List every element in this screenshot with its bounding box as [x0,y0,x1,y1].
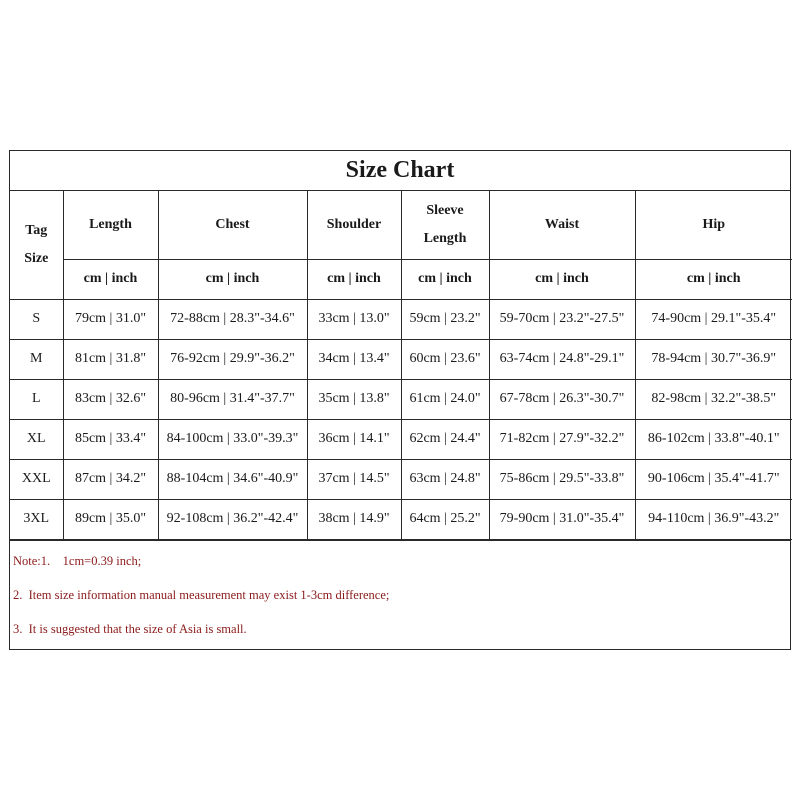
measurement-cell: 83cm | 32.6" [63,379,158,419]
measurement-cell: 94-110cm | 36.9"-43.2" [635,499,792,539]
unit-row [10,259,792,299]
size-cell: M [10,339,63,379]
measurement-cell: 79cm | 31.0" [63,299,158,339]
unit-cell: cm | inch [489,259,635,299]
table-row [10,299,792,339]
header-hip [635,191,792,259]
header-tag-line: Tag [25,222,48,238]
measurement-cell: 89cm | 35.0" [63,499,158,539]
unit-cell: cm | inch [158,259,307,299]
measurement-cell: 88-104cm | 34.6"-40.9" [158,459,307,499]
measurement-cell: 59cm | 23.2" [401,299,489,339]
measurement-cell: 62cm | 24.4" [401,419,489,459]
header-label: Length [89,216,132,232]
note-3: 3. It is suggested that the size of Asia is small. [13,621,247,636]
measurement-cell: 38cm | 14.9" [307,499,401,539]
unit-cell: cm | inch [63,259,158,299]
measurement-cell: 80-96cm | 31.4"-37.7" [158,379,307,419]
header-label: Length [423,230,467,246]
header-size-line: Size [24,250,49,266]
measurement-cell: 36cm | 14.1" [307,419,401,459]
table-row [10,379,792,419]
measurement-cell: 60cm | 23.6" [401,339,489,379]
header-length [63,191,158,259]
header-label: Hip [702,216,726,232]
measurement-cell: 61cm | 24.0" [401,379,489,419]
table-row [10,499,792,539]
header-label: Waist [544,216,580,232]
measurement-cell: 76-92cm | 29.9"-36.2" [158,339,307,379]
measurement-cell: 37cm | 14.5" [307,459,401,499]
size-table [10,191,792,540]
size-cell: 3XL [10,499,63,539]
measurement-cell: 90-106cm | 35.4"-41.7" [635,459,792,499]
measurement-cell: 87cm | 34.2" [63,459,158,499]
chart-title: Size Chart [10,151,790,191]
size-cell: L [10,379,63,419]
header-label: Sleeve [426,202,464,218]
measurement-cell: 84-100cm | 33.0"-39.3" [158,419,307,459]
notes-section [10,540,790,658]
header-sleeve-length [401,191,489,259]
header-label: Chest [215,216,250,232]
measurement-cell: 63-74cm | 24.8"-29.1" [489,339,635,379]
note-2: 2. Item size information manual measurement may exist 1-3cm difference; [13,587,390,602]
header-row [10,191,792,259]
header-chest [158,191,307,259]
measurement-cell: 92-108cm | 36.2"-42.4" [158,499,307,539]
header-shoulder [307,191,401,259]
header-label: Shoulder [326,216,382,232]
table-row [10,339,792,379]
measurement-cell: 35cm | 13.8" [307,379,401,419]
size-cell: XL [10,419,63,459]
size-cell: S [10,299,63,339]
size-cell: XXL [10,459,63,499]
measurement-cell: 86-102cm | 33.8"-40.1" [635,419,792,459]
measurement-cell: 71-82cm | 27.9"-32.2" [489,419,635,459]
unit-cell: cm | inch [307,259,401,299]
unit-cell: cm | inch [401,259,489,299]
measurement-cell: 33cm | 13.0" [307,299,401,339]
header-waist [489,191,635,259]
measurement-cell: 75-86cm | 29.5"-33.8" [489,459,635,499]
measurement-cell: 82-98cm | 32.2"-38.5" [635,379,792,419]
note-1: Note:1. 1cm=0.39 inch; [13,553,142,568]
measurement-cell: 34cm | 13.4" [307,339,401,379]
table-row [10,419,792,459]
measurement-cell: 79-90cm | 31.0"-35.4" [489,499,635,539]
header-tag-size [10,191,63,299]
measurement-cell: 81cm | 31.8" [63,339,158,379]
size-chart [9,150,791,650]
measurement-cell: 74-90cm | 29.1"-35.4" [635,299,792,339]
measurement-cell: 67-78cm | 26.3"-30.7" [489,379,635,419]
measurement-cell: 64cm | 25.2" [401,499,489,539]
measurement-cell: 85cm | 33.4" [63,419,158,459]
table-row [10,459,792,499]
unit-cell: cm | inch [635,259,792,299]
measurement-cell: 78-94cm | 30.7"-36.9" [635,339,792,379]
measurement-cell: 63cm | 24.8" [401,459,489,499]
measurement-cell: 72-88cm | 28.3"-34.6" [158,299,307,339]
measurement-cell: 59-70cm | 23.2"-27.5" [489,299,635,339]
